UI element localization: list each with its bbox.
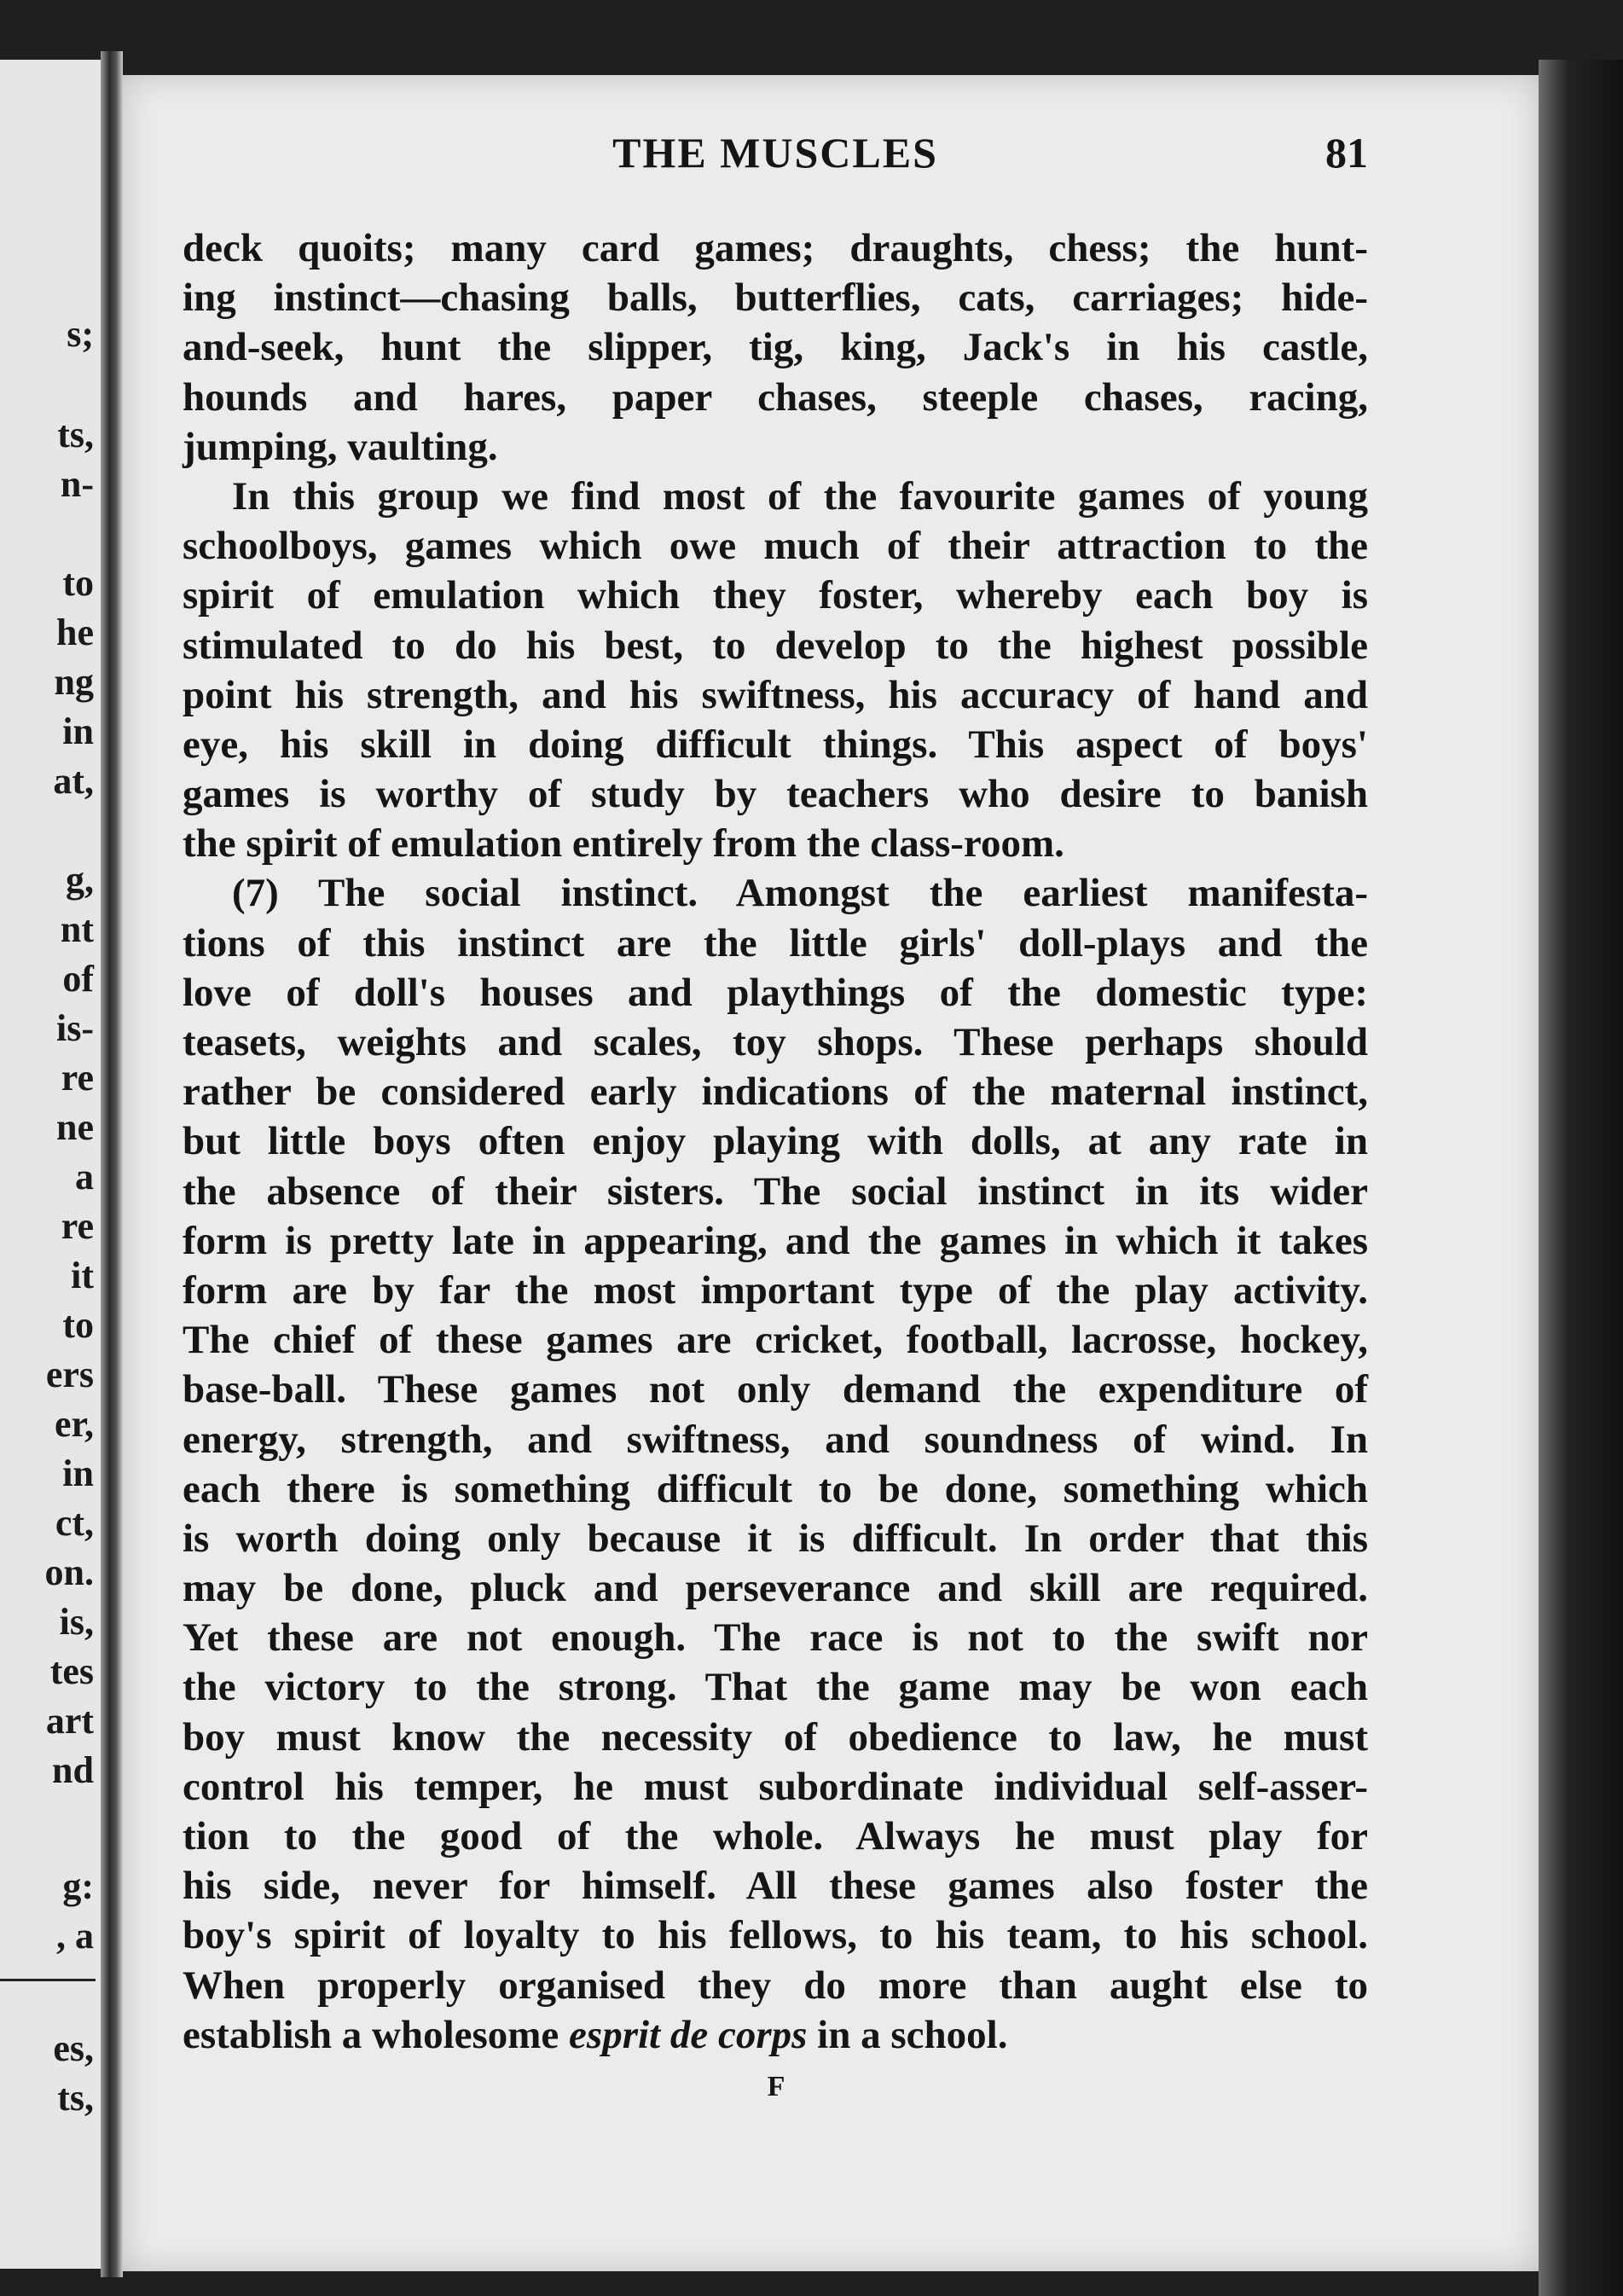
left-fragment-line: re bbox=[61, 1057, 94, 1099]
left-fragment-line: ers bbox=[45, 1354, 94, 1395]
text-line: tions of this instinct are the little girls' doll-plays and the bbox=[183, 920, 1368, 965]
left-fragment-line: is- bbox=[56, 1007, 94, 1049]
text-line: spirit of emulation which they foster, whereby each boy is bbox=[183, 573, 1368, 618]
left-fragment-line: re bbox=[61, 1205, 94, 1247]
text-line: Yet these are not enough. The race is not to the swift nor bbox=[183, 1615, 1368, 1661]
text-line: base-ball. These games not only demand the expenditure of bbox=[183, 1367, 1368, 1412]
text-line: games is worthy of study by teachers who desire to banish bbox=[183, 772, 1368, 817]
left-fragment-line: s; bbox=[67, 313, 94, 355]
text-line: In this group we find most of the favourite games of young bbox=[232, 473, 1368, 519]
left-fragment-line: at, bbox=[53, 760, 94, 802]
final-line-start: establish a wholesome bbox=[183, 2012, 570, 2057]
text-line: teasets, weights and scales, toy shops. These perhaps should bbox=[183, 1020, 1368, 1064]
text-line: (7) The social instinct. Amongst the earliest manifesta- bbox=[232, 871, 1368, 916]
text-line: love of doll's houses and playthings of the domestic type: bbox=[183, 970, 1368, 1015]
text-line: The chief of these games are cricket, football, lacrosse, hockey, bbox=[183, 1318, 1368, 1363]
signature-mark: F bbox=[767, 2071, 785, 2102]
left-fragment-line: ts, bbox=[57, 2077, 94, 2119]
text-line: deck quoits; many card games; draughts, chess; the hunt- bbox=[183, 226, 1368, 270]
page-header bbox=[183, 128, 1368, 188]
text-line: form is pretty late in appearing, and the games in which it takes bbox=[183, 1218, 1368, 1263]
page-number: 81 bbox=[1325, 129, 1368, 177]
text-line: form are by far the most important type of the play activity. bbox=[183, 1267, 1368, 1313]
left-fragment-line: nt bbox=[60, 908, 94, 950]
text-line: point his strength, and his swiftness, his accuracy of hand and bbox=[183, 672, 1368, 717]
text-line: control his temper, he must subordinate individual self-asser- bbox=[183, 1764, 1368, 1809]
left-fragment-line: of bbox=[62, 958, 94, 1000]
left-fragment-line: a bbox=[75, 1156, 94, 1197]
text-line: jumping, vaulting. bbox=[183, 424, 498, 469]
text-line: the spirit of emulation entirely from the class-room. bbox=[183, 821, 1064, 867]
left-fragment-line: ts, bbox=[57, 414, 94, 455]
text-line: schoolboys, games which owe much of their attraction to the bbox=[183, 524, 1368, 569]
text-line: the absence of their sisters. The social instinct in its wider bbox=[183, 1168, 1368, 1214]
text-line: and-seek, hunt the slipper, tig, king, Jack's in his castle, bbox=[183, 325, 1368, 370]
final-line-end: in a school. bbox=[807, 2012, 1008, 2057]
left-fragment-line: in bbox=[62, 710, 94, 752]
page-edge-shadow bbox=[1539, 60, 1623, 2296]
left-fragment-line: nd bbox=[52, 1749, 94, 1791]
page-body bbox=[183, 223, 1368, 2060]
left-fragment-line: es, bbox=[53, 2027, 94, 2069]
left-fragment-line: ct, bbox=[55, 1502, 94, 1544]
left-fragment-line: to bbox=[62, 562, 94, 604]
text-line: hounds and hares, paper chases, steeple chases, racing, bbox=[183, 374, 1368, 420]
left-page-fragment bbox=[0, 60, 101, 2269]
text-line: is worth doing only because it is difficult. In order that this bbox=[183, 1516, 1368, 1561]
left-fragment-line: g: bbox=[62, 1865, 94, 1907]
text-line: When properly organised they do more than aught else to bbox=[183, 1963, 1368, 2008]
text-line: rather be considered early indications of the maternal instinct, bbox=[183, 1070, 1368, 1115]
left-fragment-line: on. bbox=[44, 1551, 94, 1593]
left-fragment-rule bbox=[0, 1979, 96, 1981]
text-line: the victory to the strong. That the game may be won each bbox=[183, 1665, 1368, 1710]
left-fragment-line: , a bbox=[56, 1915, 94, 1957]
italic-phrase: esprit de corps bbox=[569, 2012, 808, 2057]
text-line: his side, never for himself. All these games also foster the bbox=[183, 1864, 1368, 1909]
running-head: THE MUSCLES bbox=[612, 129, 938, 177]
text-line: energy, strength, and swiftness, and soundness of wind. In bbox=[183, 1417, 1368, 1462]
left-fragment-line: he bbox=[56, 612, 94, 653]
left-fragment-line: art bbox=[45, 1700, 94, 1742]
text-line: boy's spirit of loyalty to his fellows, to his team, to his school. bbox=[183, 1913, 1368, 1958]
book-gutter bbox=[101, 51, 123, 2277]
text-line: each there is something difficult to be done, something which bbox=[183, 1466, 1368, 1511]
left-fragment-line: g, bbox=[66, 859, 94, 901]
left-fragment-line: is, bbox=[59, 1601, 94, 1643]
text-line: but little boys often enjoy playing with dolls, at any rate in bbox=[183, 1119, 1368, 1164]
left-fragment-line: er, bbox=[54, 1403, 94, 1445]
text-line: may be done, pluck and perseverance and skill are required. bbox=[183, 1566, 1368, 1611]
text-line: eye, his skill in doing difficult things. This aspect of boys' bbox=[183, 722, 1368, 767]
left-fragment-line: tes bbox=[49, 1650, 94, 1692]
text-line: tion to the good of the whole. Always he must play for bbox=[183, 1814, 1368, 1858]
left-fragment-line: ng bbox=[54, 661, 94, 703]
final-text-line bbox=[183, 2010, 1368, 2060]
text-line: ing instinct—chasing balls, butterflies, cats, carriages; hide- bbox=[183, 275, 1368, 321]
text-line: stimulated to do his best, to develop to the highest possible bbox=[183, 623, 1368, 668]
left-fragment-line: n- bbox=[60, 463, 94, 505]
left-fragment-line: in bbox=[62, 1452, 94, 1494]
text-line: boy must know the necessity of obedience to law, he must bbox=[183, 1714, 1368, 1760]
left-fragment-line: to bbox=[62, 1304, 94, 1346]
left-fragment-line: it bbox=[71, 1255, 94, 1296]
left-fragment-line: ne bbox=[56, 1106, 94, 1148]
